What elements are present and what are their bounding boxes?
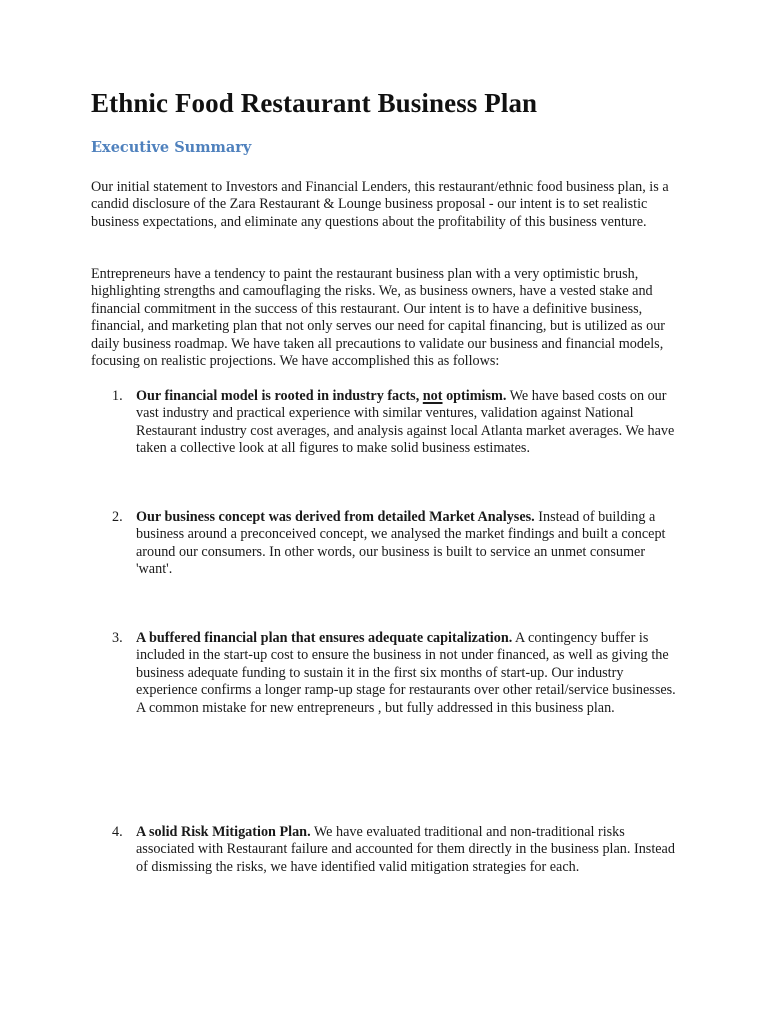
list-item-lead-emphasis: not (422, 388, 443, 404)
list-item-number: 3. (112, 630, 123, 646)
list-item-text: We have evaluated traditional and non-traditional risks associated with Restaurant failure and accounted for them directly in the business plan. Instead of dismissing the risks, we have identified valid mitigation strategies for each. (136, 824, 675, 875)
list-item-number: 1. (112, 388, 123, 404)
list-item-lead: A solid Risk Mitigation Plan. (136, 824, 311, 840)
list-item-number: 2. (112, 509, 123, 525)
list-item-body (136, 630, 681, 717)
list-item-lead: A buffered financial plan that ensures adequate capitalization. (136, 630, 513, 646)
list-item-body (136, 824, 681, 876)
list-item-body (136, 388, 681, 458)
list-item-text: A contingency buffer is included in the start-up cost to ensure the business in not under financed, as well as giving the business adequate funding to sustain it in the first six months of start-up. Our industry experience confirms a longer ramp-up stage for restaurants over other retail/service businesses. A common mistake for new entrepreneurs , but fully addressed in this business plan. (136, 630, 676, 716)
approach-paragraph: Entrepreneurs have a tendency to paint the restaurant business plan with a very optimistic brush, highlighting strengths and camouflaging the risks. We, as business owners, have a vested stake and financial commitment in the success of this restaurant. Our intent is to have a definitive business, financial, and marketing plan that not only serves our need for capital financing, but is utilized as our daily business roadmap. We have taken all precautions to validate our business and financial models, focusing on realistic projections. We have accomplished this as follows: (91, 266, 666, 370)
section-heading-executive-summary: Executive Summary (91, 139, 252, 156)
list-item-body (136, 509, 681, 579)
list-item-lead (136, 388, 506, 404)
list-item-number: 4. (112, 824, 123, 840)
document-title: Ethnic Food Restaurant Business Plan (91, 88, 538, 118)
list-item-lead: Our business concept was derived from detailed Market Analyses. (136, 509, 535, 525)
list-item-text: We have based costs on our vast industry and practical experience with similar ventures, validation against National Restaurant industry cost averages, and analysis against local Atlanta market averages. We have taken a collective look at all figures to make solid business estimates. (136, 388, 675, 457)
intro-paragraph: Our initial statement to Investors and Financial Lenders, this restaurant/ethnic food business plan, is a candid disclosure of the Zara Restaurant & Lounge business proposal - our intent is to set realistic business expectations, and eliminate any questions about the profitability of this business venture. (91, 179, 669, 230)
list-item-text: Instead of building a business around a preconceived concept, we analysed the market findings and built a concept around our consumers. In other words, our business is built to service an unmet consumer 'want'. (136, 509, 666, 578)
list-item-lead-part: Our financial model is rooted in industry facts, (136, 388, 423, 404)
list-item-lead-part: optimism. (442, 388, 507, 404)
